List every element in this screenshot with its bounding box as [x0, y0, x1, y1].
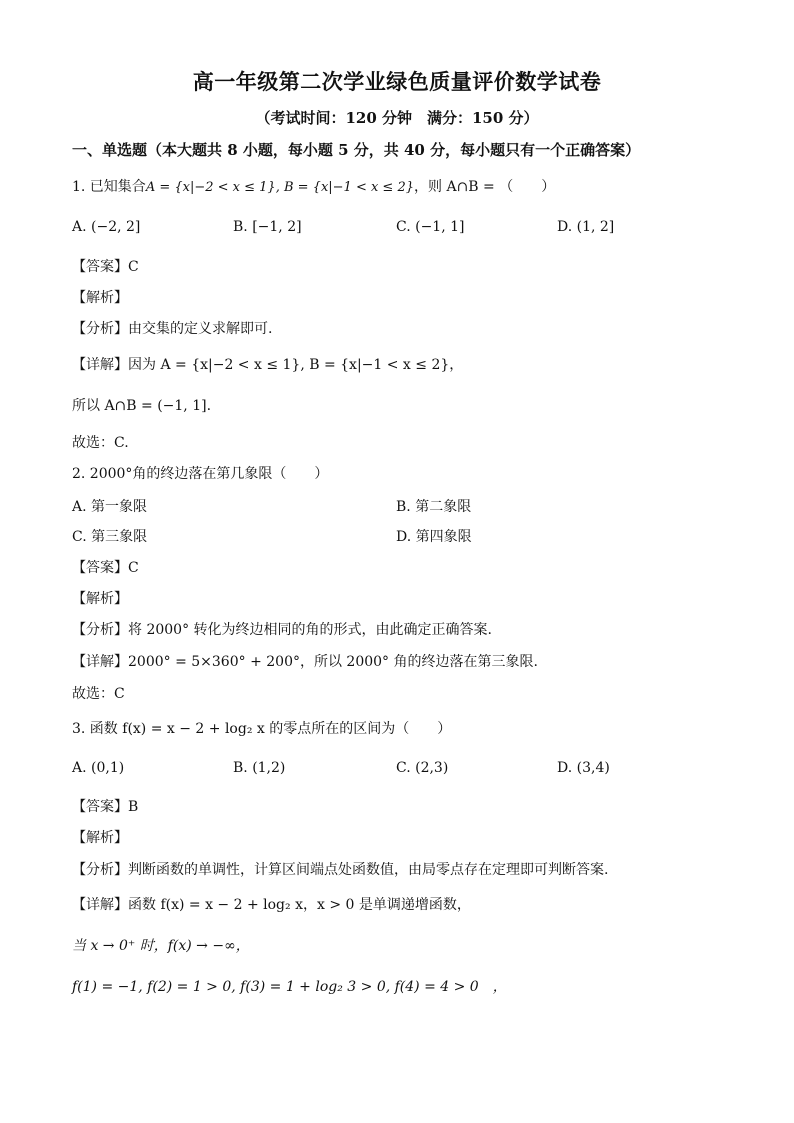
- q1-detail: [72, 354, 463, 374]
- fenxi-tag: 【分析】: [72, 862, 128, 878]
- q3-detail-2: 当 x → 0⁺ 时，f(x) → −∞，: [72, 938, 250, 954]
- q1-option-c: C. (−1, 1]: [396, 219, 465, 235]
- q2-analysis-tag: 【解析】: [72, 591, 128, 607]
- answer-tag: 【答案】: [72, 259, 128, 275]
- detail-tag: 【详解】: [72, 897, 128, 913]
- answer-tag: 【答案】: [72, 560, 128, 576]
- q3-fenxi: [72, 859, 608, 879]
- q3-option-a: A. (0,1): [72, 760, 125, 776]
- section-heading: 一、单选题（本大题共 8 小题，每小题 5 分，共 40 分，每小题只有一个正确答案）: [72, 141, 641, 159]
- detail-tag: 【详解】: [72, 357, 128, 373]
- q3-fenxi-text: 判断函数的单调性，计算区间端点处函数值，由局零点存在定理即可判断答案.: [128, 862, 609, 878]
- q1-fenxi-text: 由交集的定义求解即可.: [128, 321, 273, 337]
- q2-fenxi: [72, 619, 492, 639]
- q1-option-b: B. [−1, 2]: [233, 219, 302, 235]
- q1-answer: [72, 256, 139, 276]
- detail-tag: 【详解】: [72, 654, 128, 670]
- q1-analysis-tag: 【解析】: [72, 290, 128, 306]
- q2-option-c: C. 第三象限: [72, 529, 148, 545]
- q2-option-b: B. 第二象限: [396, 499, 472, 515]
- q1-stem-prefix: 1. 已知集合: [72, 179, 146, 195]
- q3-detail: [72, 894, 471, 914]
- q3-stem: 3. 函数 f(x) = x − 2 + log₂ x 的零点所在的区间为（ ）: [72, 721, 452, 737]
- q1-stem: [72, 176, 555, 196]
- q1-detail-2: 所以 A∩B = (−1, 1].: [72, 398, 212, 414]
- q2-option-a: A. 第一象限: [72, 499, 148, 515]
- answer-tag: 【答案】: [72, 799, 128, 815]
- q3-option-b: B. (1,2): [233, 760, 286, 776]
- q2-option-d: D. 第四象限: [396, 529, 472, 545]
- q3-option-d: D. (3,4): [557, 760, 610, 776]
- q1-answer-value: C: [128, 259, 139, 275]
- q3-detail-text: 函数 f(x) = x − 2 + log₂ x，x > 0 是单调递增函数，: [128, 897, 471, 913]
- q1-choose: 故选：C.: [72, 435, 129, 451]
- q1-stem-suffix: ，则 A∩B = （ ）: [414, 179, 556, 195]
- fenxi-tag: 【分析】: [72, 321, 128, 337]
- exam-subtitle: （考试时间：120 分钟 满分：150 分）: [255, 109, 539, 127]
- exam-title: 高一年级第二次学业绿色质量评价数学试卷: [192, 69, 602, 94]
- q3-answer-value: B: [128, 799, 139, 815]
- q2-fenxi-text: 将 2000° 转化为终边相同的角的形式，由此确定正确答案.: [128, 622, 492, 638]
- q3-option-c: C. (2,3): [396, 760, 449, 776]
- q2-detail: [72, 651, 538, 671]
- q2-stem: 2. 2000°角的终边落在第几象限（ ）: [72, 466, 329, 482]
- q2-choose: 故选：C: [72, 686, 125, 702]
- q2-answer-value: C: [128, 560, 139, 576]
- q1-option-a: A. (−2, 2]: [72, 219, 141, 235]
- q1-detail-text: 因为 A = {x|−2 < x ≤ 1}, B = {x|−1 < x ≤ 2}，: [128, 357, 464, 373]
- q3-detail-3: f(1) = −1, f(2) = 1 > 0, f(3) = 1 + log₂ 3 > 0, f(4) = 4 > 0 ，: [72, 979, 507, 995]
- q2-detail-text: 2000° = 5×360° + 200°，所以 2000° 角的终边落在第三象限.: [128, 654, 538, 670]
- q2-answer: [72, 557, 139, 577]
- q1-stem-math: A = {x|−2 < x ≤ 1}, B = {x|−1 < x ≤ 2}: [145, 180, 415, 195]
- q1-option-d: D. (1, 2]: [557, 219, 615, 235]
- fenxi-tag: 【分析】: [72, 622, 128, 638]
- q3-answer: [72, 796, 138, 816]
- q1-fenxi: [72, 318, 272, 338]
- q3-analysis-tag: 【解析】: [72, 830, 128, 846]
